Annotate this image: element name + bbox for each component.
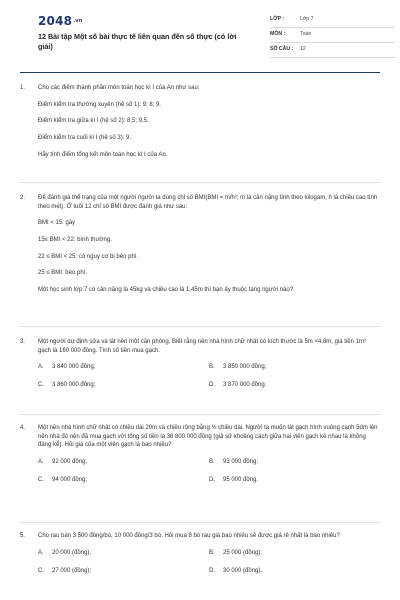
- answer-option-a[interactable]: [38, 363, 209, 381]
- question-3: [20, 338, 380, 399]
- meta-value: Toán: [300, 31, 312, 38]
- question-line: 22 ≤ BMI < 25: có nguy cơ bị béo phì.: [38, 253, 139, 260]
- answer-options: [38, 549, 380, 585]
- answer-option-b[interactable]: [209, 549, 380, 567]
- answer-option-b[interactable]: [209, 458, 380, 476]
- answer-options: [38, 363, 380, 399]
- option-text: 20 000 (đồng);: [52, 549, 92, 556]
- answer-option-d[interactable]: [209, 476, 380, 494]
- option-letter: C.: [38, 567, 44, 574]
- option-letter: A.: [38, 459, 44, 466]
- option-text: 92 000 đồng;: [52, 459, 88, 466]
- question-number: 3.: [20, 339, 26, 345]
- header: [18, 0, 382, 64]
- question-number: 2.: [20, 195, 26, 201]
- question-number: 5.: [20, 533, 26, 539]
- answer-options: [38, 458, 380, 494]
- option-letter: C.: [38, 382, 44, 389]
- meta-value: 12: [300, 46, 306, 53]
- answer-option-a[interactable]: [38, 549, 209, 567]
- question-line: Cho các điểm thành phần môn toán học kì I của An như sau:: [38, 85, 200, 91]
- option-letter: D.: [209, 477, 215, 484]
- answer-option-d[interactable]: [209, 381, 380, 399]
- option-text: 3 860 000 đồng;: [52, 382, 96, 389]
- logo-tld: .vn: [73, 17, 83, 24]
- meta-label: SỐ CÂU :: [270, 46, 294, 53]
- logo-main: 2048: [38, 14, 73, 28]
- question-body: [38, 84, 380, 159]
- question-line: Một người dự định sửa và lát nền một căn phòng. Biết rằng nền nhà hình chữ nhật có kích thước là 5m ×4,8m, giá tiền 1m² gạch là 160 000 đồng. Tính số tiền mua gạch.: [38, 339, 366, 354]
- question-5: [20, 532, 380, 585]
- option-text: 95 000 đồng.: [223, 477, 259, 484]
- question-body: [38, 194, 380, 295]
- answer-option-b[interactable]: [209, 363, 380, 381]
- meta-info: [270, 13, 395, 58]
- option-text: 27 000 (đồng);: [52, 567, 92, 574]
- option-letter: A.: [38, 364, 44, 371]
- question-body: [38, 532, 380, 585]
- option-text: 30 000 (đồng).: [223, 567, 263, 574]
- header-divider: [20, 72, 380, 73]
- question-2: [20, 194, 380, 303]
- question-line: Cho rau bán 3 500 đồng/bó, 10 000 đồng/3 bó. Hỏi mua 8 bó rau giá bao nhiêu sẽ được giá rẻ nhất là bao nhiêu?: [38, 533, 340, 539]
- option-text: 3 850 000 đồng;: [223, 364, 267, 371]
- option-text: 25 000 (đồng);: [223, 549, 263, 556]
- option-letter: D.: [209, 567, 215, 574]
- answer-option-c[interactable]: [38, 567, 209, 585]
- question-separator: [20, 522, 380, 523]
- option-letter: C.: [38, 477, 44, 484]
- question-number: 4.: [20, 425, 26, 431]
- question-body: [38, 338, 380, 399]
- question-separator: [20, 182, 380, 183]
- question-4: [20, 424, 380, 494]
- option-text: 3 870 000 đồng.: [223, 382, 267, 389]
- question-separator: [20, 414, 380, 415]
- option-letter: B.: [209, 364, 215, 371]
- answer-option-c[interactable]: [38, 476, 209, 494]
- meta-label: MÔN :: [270, 31, 286, 38]
- question-separator: [20, 326, 380, 327]
- option-letter: A.: [38, 549, 44, 556]
- page-title: 12 Bài tập Một số bài thực tế liên quan đến số thực (có lời giải): [38, 32, 237, 51]
- option-letter: D.: [209, 382, 215, 389]
- question-line: Một nền nhà hình chữ nhật có chiều dài 20m và chiều rộng bằng ½ chiều dài. Người ta muốn lát gạch hình vuông cạnh 5dm lên nền nhà đó nên đã mua gạch với tổng số tiền là 36 800 000 đồng (giả sử khoảng cách giữa hai viên gạch kề nhau là không đáng kể). Hỏi giá của một viên gạch là bao nhiêu?: [38, 425, 378, 449]
- answer-option-a[interactable]: [38, 458, 209, 476]
- option-text: 3 840 000 đồng;: [52, 364, 96, 371]
- question-line: 15≤ BMI < 22: bình thường.: [38, 237, 112, 244]
- question-line: Điểm kiểm tra thường xuyên (hệ số 1): 9; 8; 9.: [38, 101, 162, 108]
- answer-option-d[interactable]: [209, 567, 380, 585]
- question-line: 25 ≤ BMI: béo phì.: [38, 270, 87, 277]
- question-body: [38, 424, 380, 494]
- question-1: [20, 84, 380, 167]
- site-logo[interactable]: [38, 13, 83, 30]
- answer-option-c[interactable]: [38, 381, 209, 399]
- option-text: 94 000 đồng;: [52, 477, 88, 484]
- question-line: BMI < 15: gầy: [38, 220, 76, 227]
- question-line: Điểm kiểm tra giữa kì I (hệ số 2): 8,5; 9,5.: [38, 118, 149, 125]
- question-line: Để đánh giá thể trạng của một người người ta dùng chỉ số BMI(BMI = m/h²; m là cân nặng tính theo kilogam, h là chiều cao tính theo mét). Ở tuổi 12 chỉ số BMI được đánh giá như sau:: [38, 195, 378, 210]
- question-number: 1.: [20, 85, 26, 91]
- question-line: Điểm kiểm tra cuối kì I (hệ số 3): 9.: [38, 135, 132, 142]
- meta-row-subject: [270, 28, 395, 43]
- meta-value: Lớp 7: [300, 16, 314, 23]
- question-line: Một học sinh lớp 7 có cân nặng là 45kg và chiều cao là 1,45m thì bạn ấy thuộc tạng người nào?: [38, 287, 294, 294]
- meta-row-class: [270, 13, 395, 28]
- meta-label: LỚP :: [270, 16, 285, 23]
- option-letter: B.: [209, 549, 215, 556]
- option-letter: B.: [209, 459, 215, 466]
- question-line: Hãy tính điểm tổng kết môn toán học kì I của An.: [38, 151, 168, 158]
- meta-row-count: [270, 43, 395, 58]
- option-text: 93 000 đồng;: [223, 459, 259, 466]
